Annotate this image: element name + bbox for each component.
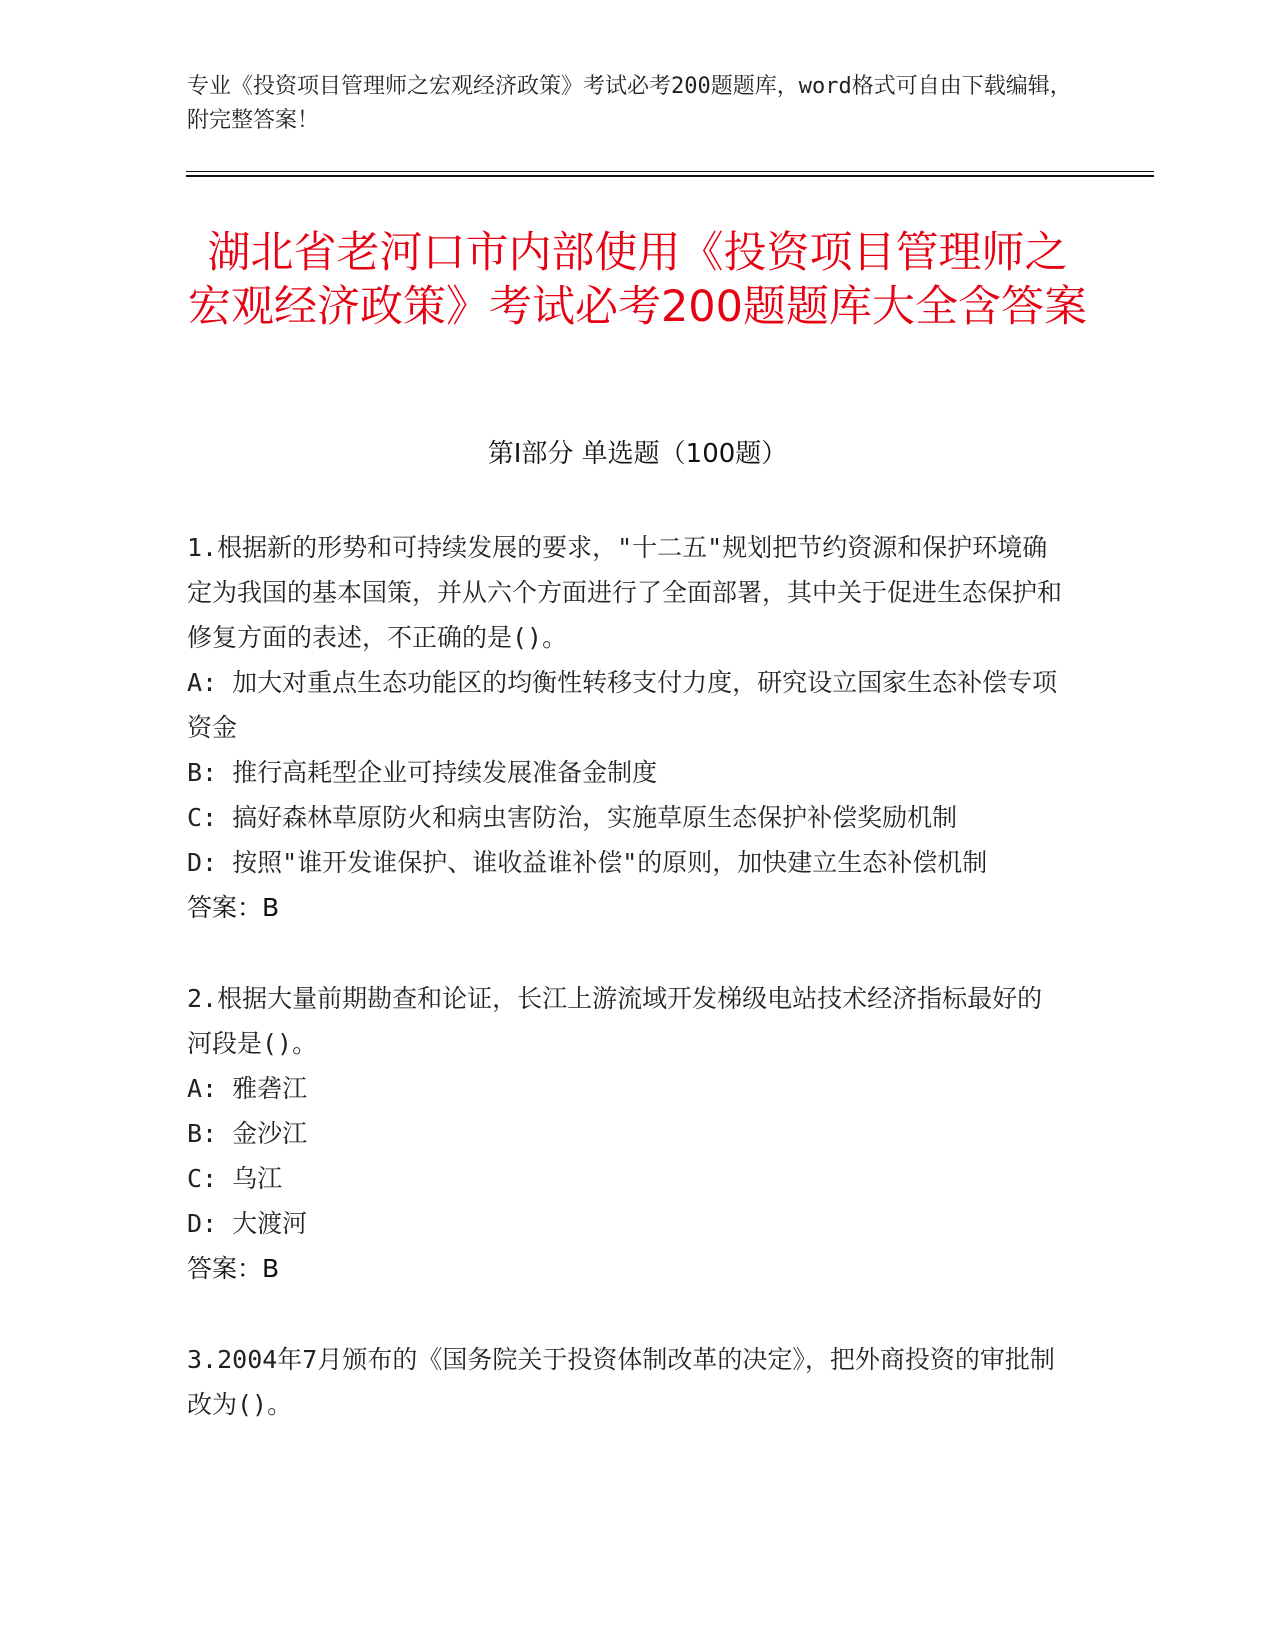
header-note: 专业《投资项目管理师之宏观经济政策》考试必考200题题库，word格式可自由下载编辑，附完整答案！ [187, 74, 1072, 133]
option-a: A: 雅砻江 [187, 1074, 308, 1103]
option-b: B: 金沙江 [187, 1119, 308, 1148]
answer: 答案：B [187, 893, 280, 922]
option-a: A: 加大对重点生态功能区的均衡性转移支付力度，研究设立国家生态补偿专项资金 [187, 668, 1058, 742]
header-rule-thin [186, 171, 1154, 172]
header-rule-thick [186, 175, 1154, 177]
document-title: 湖北省老河口市内部使用《投资项目管理师之宏观经济政策》考试必考200题题库大全含答案 [187, 228, 1088, 332]
answer: 答案：B [187, 1254, 280, 1283]
question-1 [187, 525, 1067, 930]
option-c: C: 搞好森林草原防火和病虫害防治，实施草原生态保护补偿奖励机制 [187, 803, 958, 832]
option-d: D: 大渡河 [187, 1209, 308, 1238]
question-list [187, 525, 1067, 1473]
question-stem: 3.2004年7月颁布的《国务院关于投资体制改革的决定》，把外商投资的审批制改为()。 [187, 1345, 1055, 1419]
section-heading: 第Ⅰ部分 单选题（100题） [487, 439, 788, 469]
question-2 [187, 976, 1067, 1291]
question-3 [187, 1337, 1067, 1427]
option-d: D: 按照"谁开发谁保护、谁收益谁补偿"的原则，加快建立生态补偿机制 [187, 848, 988, 877]
option-c: C: 乌江 [187, 1164, 283, 1193]
question-stem: 1.根据新的形势和可持续发展的要求，"十二五"规划把节约资源和保护环境确定为我国的基本国策，并从六个方面进行了全面部署，其中关于促进生态保护和修复方面的表述，不正确的是()。 [187, 533, 1063, 652]
option-b: B: 推行高耗型企业可持续发展准备金制度 [187, 758, 658, 787]
question-stem: 2.根据大量前期勘查和论证，长江上游流域开发梯级电站技术经济指标最好的河段是()。 [187, 984, 1043, 1058]
